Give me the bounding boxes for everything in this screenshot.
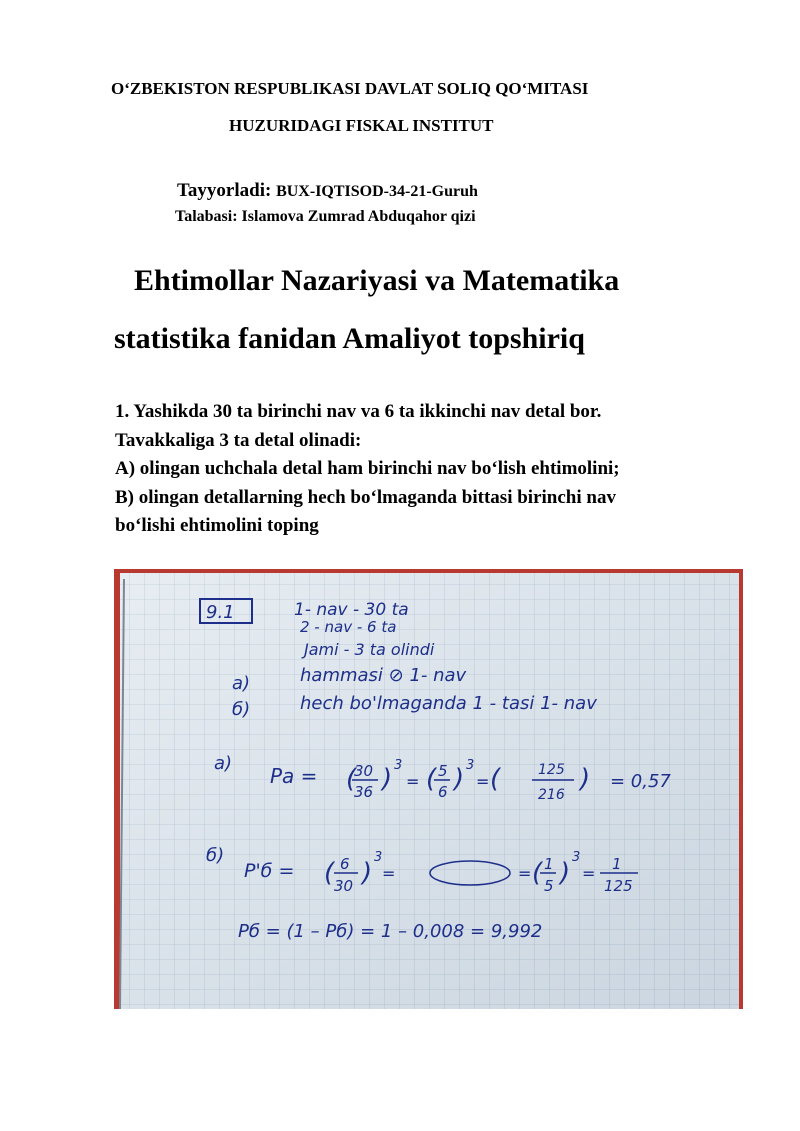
fraction-denominator: 5 [544,877,554,895]
exponent: 3 [394,758,403,773]
problem-line: bo‘lishi ehtimolini toping [115,515,319,536]
problem-statement [115,398,715,541]
svg-text:=: = [382,864,396,883]
svg-text:): ) [560,858,571,888]
svg-text:): ) [382,764,393,794]
solution-b-label: б) [206,845,225,866]
exponent: 3 [572,850,581,865]
prepared-label: Tayyorladi: [177,180,272,201]
exponent: 3 [466,758,475,773]
part-a-text: hammasi ⊘ 1- nav [300,665,467,686]
header-institute: HUZURIDAGI FISKAL INSTITUT [229,116,494,135]
svg-text:(: ( [426,764,437,794]
fraction-denominator: 36 [354,783,374,801]
svg-text:=: = [406,772,420,791]
part-b-label: б) [232,699,251,720]
given-total: Jami - 3 ta olindi [304,640,435,659]
fraction-denominator: 216 [538,787,565,803]
title-line-1: Ehtimollar Nazariyasi va Matematika [134,264,620,297]
part-b-text: hech bo'lmaganda 1 - tasi 1- nav [300,693,597,714]
solution-b-pb: P'б = [244,860,295,882]
exponent: 3 [374,850,383,865]
svg-text:): ) [362,858,373,888]
given-first-grade: 1- nav - 30 ta [294,600,409,620]
problem-number: 9.1 [206,602,235,623]
svg-text:(: ( [490,764,501,794]
svg-text:(: ( [324,858,335,888]
svg-text:): ) [454,764,465,794]
fraction-numerator: 1 [544,855,554,873]
solution-a-label: a) [214,753,233,774]
prepared-by [177,180,478,202]
fraction-numerator: 6 [340,855,350,873]
part-a-label: a) [232,673,251,694]
problem-line: A) olingan uchchala detal ham birinchi nav bo‘lish ehtimolini; [115,458,620,479]
fraction-numerator: 1 [612,855,622,873]
fraction-denominator: 125 [604,877,633,895]
svg-text:=: = [518,864,532,883]
svg-text:=: = [476,772,490,791]
problem-line: 1. Yashikda 30 ta birinchi nav va 6 ta ikkinchi nav detal bor. [115,401,602,422]
student-name: Talabasi: Islamova Zumrad Abduqahor qizi [175,208,476,225]
group-value: BUX-IQTISOD-34-21-Guruh [276,183,478,200]
fraction-numerator: 5 [438,762,448,780]
problem-line: B) olingan detallarning hech bo‘lmaganda bittasi birinchi nav [115,486,616,508]
solution-b-final: Pб = (1 – Pб) = 1 – 0,008 = 9,992 [238,921,543,942]
fraction-numerator: 125 [538,762,565,778]
solution-a-result: = 0,57 [610,771,671,792]
fraction-denominator: 6 [438,783,448,801]
handwritten-solution-photo [114,569,743,1009]
solution-a-pa: Pa = [270,764,318,788]
fraction-numerator: 30 [354,762,374,780]
svg-text:=: = [582,864,596,883]
notebook-photo [114,569,743,1009]
title-line-2: statistika fanidan Amaliyot topshiriq [114,322,585,355]
svg-text:): ) [580,764,591,794]
problem-line: Tavakkaliga 3 ta detal olinadi: [115,429,362,451]
given-second-grade: 2 - nav - 6 ta [300,618,397,636]
svg-text:(: ( [346,764,357,794]
header-ministry: O‘ZBEKISTON RESPUBLIKASI DAVLAT SOLIQ QO‘MITASI [111,79,589,98]
fraction-denominator: 30 [334,877,354,895]
svg-text:(: ( [532,858,543,888]
